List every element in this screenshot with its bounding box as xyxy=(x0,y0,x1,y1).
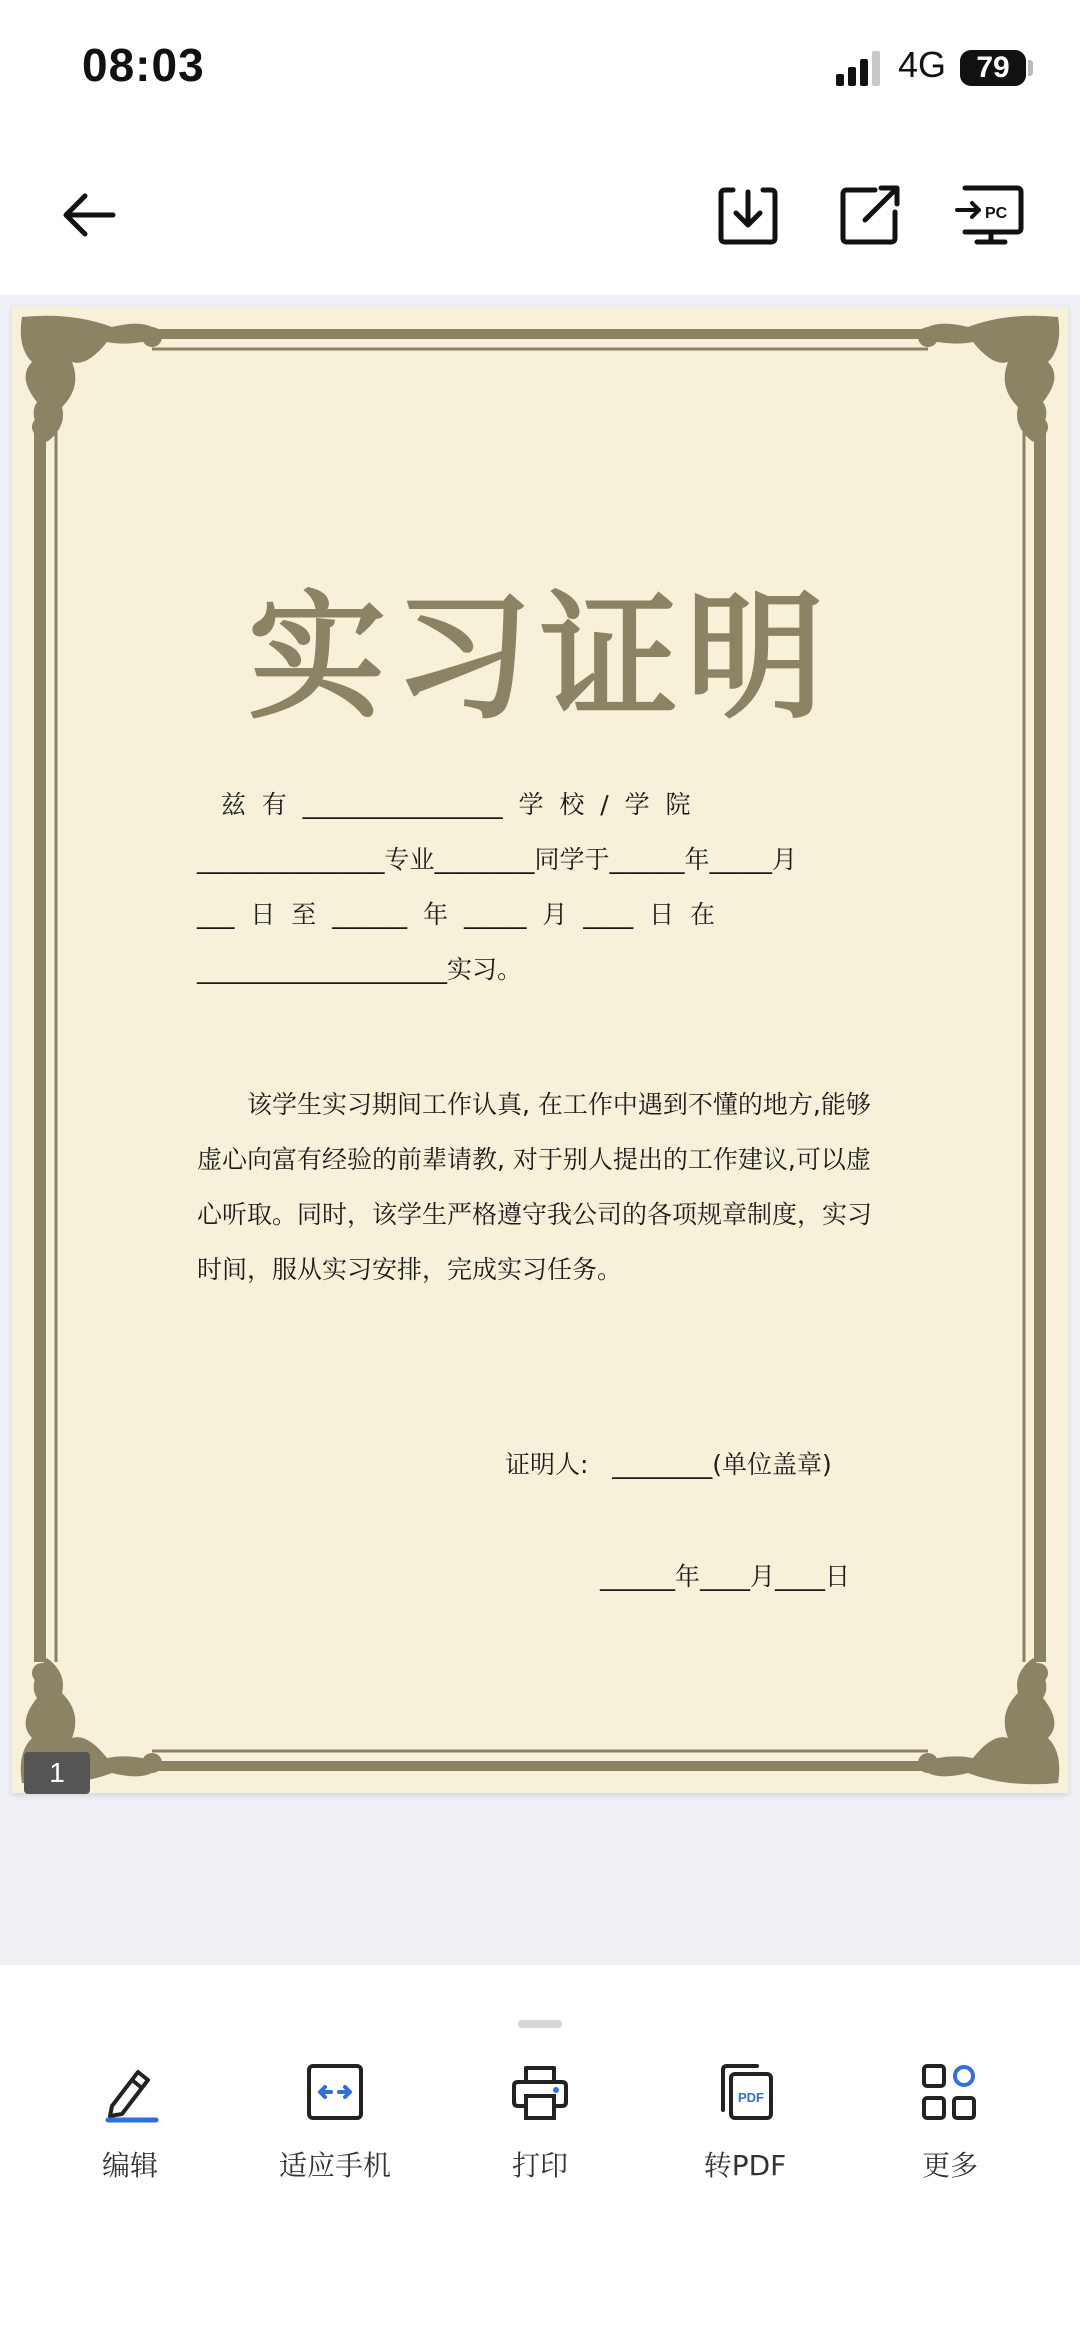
download-icon[interactable] xyxy=(713,180,783,250)
field-line-1: 兹 有 ________________ 学 校 / 学 院 xyxy=(197,790,691,819)
more-grid-icon xyxy=(918,2060,982,2124)
field-line-3: ___ 日 至 ______ 年 _____ 月 ____ 日 在 xyxy=(197,900,716,929)
bottom-action-bar xyxy=(0,1965,1080,2337)
send-to-pc-icon[interactable] xyxy=(955,180,1025,250)
fit-screen-icon xyxy=(303,2060,367,2124)
top-toolbar xyxy=(0,140,1080,295)
convert-pdf-label: 转PDF xyxy=(703,2149,787,2182)
more-button[interactable] xyxy=(850,2060,1050,2184)
svg-text:PDF: PDF xyxy=(738,2090,764,2105)
network-type: 4G xyxy=(898,44,947,85)
field-line-2: _______________专业________同学于______年_____月 xyxy=(197,845,798,874)
signal-icon xyxy=(836,50,886,86)
status-time: 08:03 xyxy=(82,39,205,91)
pc-label: PC xyxy=(985,205,1008,222)
edit-button[interactable] xyxy=(30,2060,230,2184)
certificate-paragraph: 该学生实习期间工作认真, 在工作中遇到不懂的地方,能够虚心向富有经验的前辈请教, 对于别人提出的工作建议,可以虚心听取。同时，该学生严格遵守我公司的各项规章制度，实习时间，服从实习安排，完成实习任务。 xyxy=(197,1090,873,1284)
printer-icon xyxy=(508,2060,572,2124)
status-bar xyxy=(0,0,1080,140)
print-button[interactable] xyxy=(440,2060,640,2184)
fit-phone-button[interactable] xyxy=(235,2060,435,2184)
battery-tip xyxy=(1028,60,1033,76)
drag-handle[interactable] xyxy=(518,2020,562,2028)
share-icon[interactable] xyxy=(835,180,905,250)
pencil-icon xyxy=(98,2060,162,2124)
more-label: 更多 xyxy=(921,2149,978,2182)
certificate-fields xyxy=(197,777,877,997)
signer-line: 证明人: ________(单位盖章) xyxy=(505,1450,832,1479)
fit-phone-label: 适应手机 xyxy=(278,2149,391,2182)
document-viewer[interactable] xyxy=(0,295,1080,1965)
convert-pdf-button[interactable] xyxy=(645,2060,845,2184)
date-line: ______年____月____日 xyxy=(600,1562,851,1591)
field-line-4: ____________________实习。 xyxy=(197,955,523,984)
page-number-badge: 1 xyxy=(24,1752,90,1794)
arrow-left-icon[interactable] xyxy=(55,180,125,250)
pdf-convert-icon xyxy=(713,2060,777,2124)
document-page xyxy=(12,307,1068,1793)
print-label: 打印 xyxy=(511,2149,568,2182)
ornamental-frame xyxy=(12,307,1068,1793)
battery-indicator: 79 xyxy=(960,50,1026,86)
edit-label: 编辑 xyxy=(101,2149,158,2182)
certificate-title: 实习证明 xyxy=(247,577,832,738)
